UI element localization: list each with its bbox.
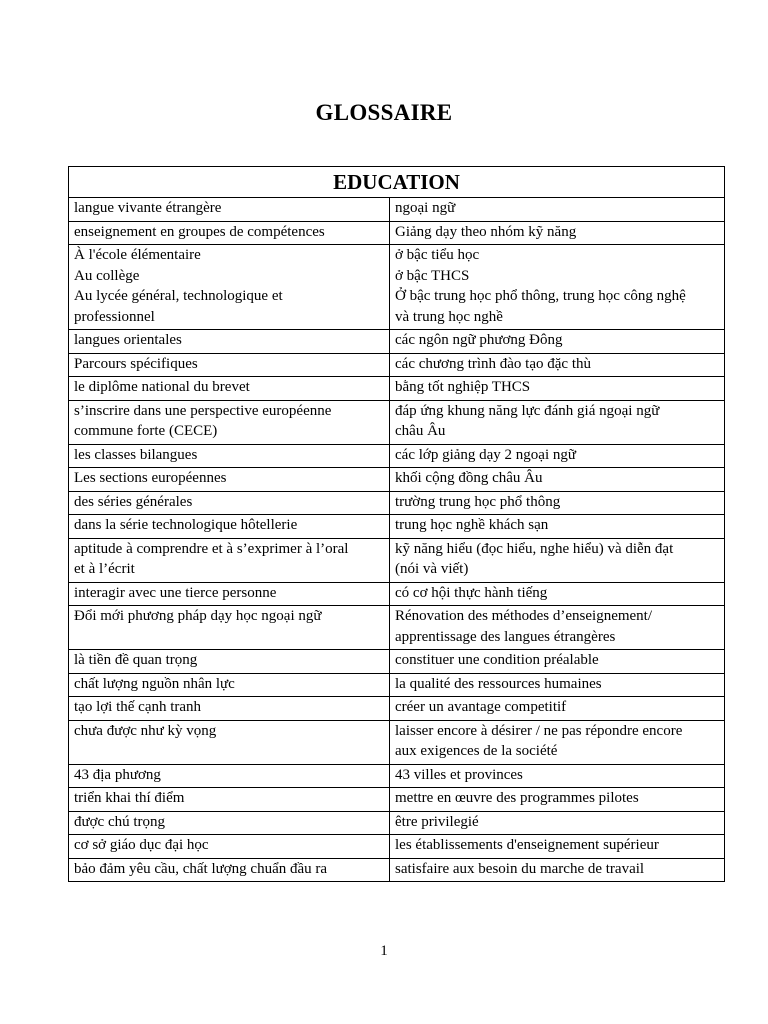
table-row: [69, 538, 725, 582]
term-cell: [69, 330, 390, 354]
term-cell: [69, 697, 390, 721]
table-row: [69, 835, 725, 859]
term-cell: [69, 468, 390, 492]
translation-text: Giảng dạy theo nhóm kỹ năng: [395, 223, 577, 240]
table-row: [69, 811, 725, 835]
table-row: [69, 330, 725, 354]
translation-text: les établissements d'enseignement supérieur: [395, 837, 659, 853]
translation-text: và trung học nghề: [395, 308, 503, 325]
table-row: [69, 198, 725, 222]
term-text: tạo lợi thế cạnh tranh: [74, 699, 202, 715]
translation-text: ở bậc tiểu học: [395, 247, 480, 263]
table-row: [69, 582, 725, 606]
translation-cell: [390, 606, 725, 650]
translation-cell: [390, 221, 725, 245]
translation-text: đáp ứng khung năng lực đánh giá ngoại ngữ: [395, 402, 660, 419]
term-cell: [69, 221, 390, 245]
term-text: Les sections européennes: [74, 470, 227, 486]
table-row: [69, 720, 725, 764]
term-cell: [69, 858, 390, 882]
term-cell: [69, 245, 390, 330]
translation-text: créer un avantage competitif: [395, 699, 567, 715]
section-heading: EDUCATION: [69, 167, 725, 198]
translation-cell: [390, 377, 725, 401]
translation-cell: [390, 858, 725, 882]
translation-cell: [390, 245, 725, 330]
table-row: [69, 606, 725, 650]
term-text: Đổi mới phương pháp dạy học ngoại ngữ: [74, 608, 322, 624]
translation-text: ở bậc THCS: [395, 267, 470, 284]
translation-text: ngoại ngữ: [395, 200, 456, 216]
translation-cell: [390, 673, 725, 697]
translation-cell: [390, 444, 725, 468]
term-text: bảo đảm yêu cầu, chất lượng chuẩn đầu ra: [74, 860, 328, 877]
term-text: chưa được như kỳ vọng: [74, 722, 217, 739]
table-row: [69, 400, 725, 444]
table-row: [69, 444, 725, 468]
term-cell: [69, 788, 390, 812]
translation-cell: [390, 330, 725, 354]
translation-cell: [390, 198, 725, 222]
translation-text: Ở bậc trung học phổ thông, trung học công nghệ: [395, 288, 686, 304]
term-text: chất lượng nguồn nhân lực: [74, 675, 235, 692]
term-cell: [69, 198, 390, 222]
term-text: commune forte (CECE): [74, 423, 218, 439]
document-title: GLOSSAIRE: [315, 100, 453, 125]
table-row: [69, 515, 725, 539]
term-text: le diplôme national du brevet: [74, 379, 250, 395]
translation-text: mettre en œuvre des programmes pilotes: [395, 790, 639, 806]
term-cell: [69, 835, 390, 859]
term-cell: [69, 538, 390, 582]
translation-text: các lớp giảng dạy 2 ngoại ngữ: [395, 446, 577, 463]
translation-text: être privilegié: [395, 813, 479, 830]
table-row: [69, 764, 725, 788]
term-cell: [69, 400, 390, 444]
term-text: s’inscrire dans une perspective européenne: [74, 402, 332, 419]
translation-cell: [390, 835, 725, 859]
term-cell: [69, 673, 390, 697]
translation-cell: [390, 468, 725, 492]
term-text: cơ sở giáo dục đại học: [74, 837, 209, 853]
translation-cell: [390, 400, 725, 444]
translation-cell: [390, 720, 725, 764]
translation-cell: [390, 788, 725, 812]
translation-text: châu Âu: [395, 423, 446, 439]
term-cell: [69, 811, 390, 835]
translation-text: kỹ năng hiểu (đọc hiểu, nghe hiểu) và diễn đạt: [395, 540, 674, 557]
table-row: [69, 697, 725, 721]
translation-cell: [390, 811, 725, 835]
translation-text: các chương trình đào tạo đặc thù: [395, 355, 591, 372]
term-text: Parcours spécifiques: [74, 355, 198, 372]
translation-cell: [390, 538, 725, 582]
translation-cell: [390, 582, 725, 606]
term-cell: [69, 606, 390, 650]
glossary-table: [68, 166, 725, 882]
term-cell: [69, 720, 390, 764]
term-text: Au collège: [74, 267, 140, 284]
translation-text: bằng tốt nghiệp THCS: [395, 379, 531, 395]
translation-text: laisser encore à désirer / ne pas répondre encore: [395, 722, 683, 739]
term-cell: [69, 444, 390, 468]
table-row: [69, 650, 725, 674]
term-cell: [69, 491, 390, 515]
page-number: 1: [380, 943, 388, 959]
term-text: được chú trọng: [74, 813, 166, 830]
table-row: [69, 377, 725, 401]
table-row: [69, 245, 725, 330]
term-text: des séries générales: [74, 493, 193, 510]
term-cell: [69, 764, 390, 788]
term-text: enseignement en groupes de compétences: [74, 223, 325, 240]
translation-cell: [390, 515, 725, 539]
term-text: 43 địa phương: [74, 766, 161, 783]
section-heading-row: [69, 167, 725, 198]
translation-text: 43 villes et provinces: [395, 766, 523, 783]
translation-text: có cơ hội thực hành tiếng: [395, 584, 548, 601]
translation-text: constituer une condition préalable: [395, 652, 599, 668]
translation-text: satisfaire aux besoin du marche de travail: [395, 860, 645, 877]
translation-text: khối cộng đồng châu Âu: [395, 470, 543, 486]
term-cell: [69, 582, 390, 606]
table-row: [69, 491, 725, 515]
translation-cell: [390, 353, 725, 377]
term-cell: [69, 650, 390, 674]
translation-text: aux exigences de la société: [395, 743, 558, 759]
translation-text: các ngôn ngữ phương Đông: [395, 332, 563, 348]
term-text: triển khai thí điểm: [74, 790, 185, 806]
table-row: [69, 468, 725, 492]
term-text: dans la série technologique hôtellerie: [74, 517, 298, 533]
term-text: langues orientales: [74, 332, 182, 348]
translation-text: trường trung học phổ thông: [395, 493, 561, 510]
translation-cell: [390, 697, 725, 721]
translation-cell: [390, 491, 725, 515]
term-text: langue vivante étrangère: [74, 200, 222, 216]
term-text: et à l’écrit: [74, 561, 135, 577]
term-text: À l'école élémentaire: [74, 247, 201, 263]
translation-text: Rénovation des méthodes d’enseignement/: [395, 608, 653, 624]
table-row: [69, 858, 725, 882]
table-row: [69, 353, 725, 377]
translation-text: (nói và viết): [395, 561, 469, 577]
glossary-body: [69, 198, 725, 882]
translation-text: apprentissage des langues étrangères: [395, 628, 616, 645]
table-row: [69, 673, 725, 697]
translation-cell: [390, 764, 725, 788]
term-text: là tiền đề quan trọng: [74, 652, 198, 668]
term-text: Au lycée général, technologique et: [74, 288, 283, 304]
translation-text: la qualité des ressources humaines: [395, 675, 602, 692]
term-text: les classes bilangues: [74, 446, 198, 463]
translation-cell: [390, 650, 725, 674]
term-cell: [69, 353, 390, 377]
term-text: interagir avec une tierce personne: [74, 584, 277, 601]
table-row: [69, 788, 725, 812]
term-cell: [69, 515, 390, 539]
translation-text: trung học nghề khách sạn: [395, 517, 549, 533]
term-cell: [69, 377, 390, 401]
table-row: [69, 221, 725, 245]
term-text: professionnel: [74, 308, 155, 325]
term-text: aptitude à comprendre et à s’exprimer à l’oral: [74, 540, 349, 557]
